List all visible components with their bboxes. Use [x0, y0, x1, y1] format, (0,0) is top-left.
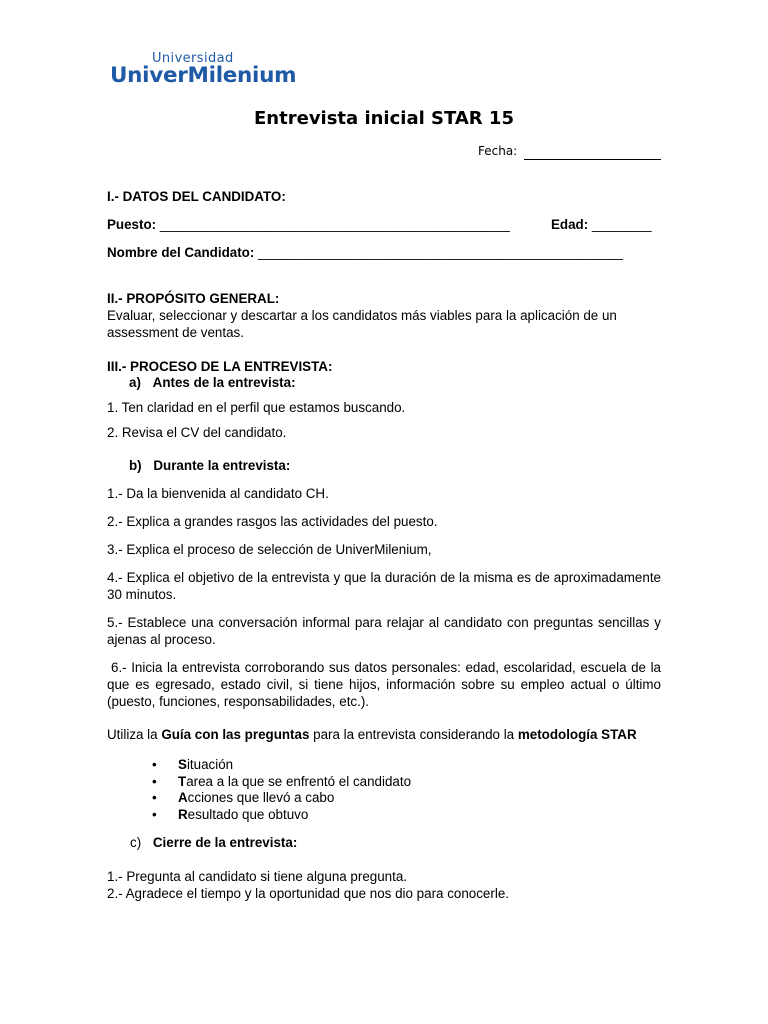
list-item: 2.- Agradece el tiempo y la oportunidad que nos dio para conocerle.: [107, 886, 509, 901]
subsection-a-heading: [129, 375, 296, 390]
section3-heading: III.- PROCESO DE LA ENTREVISTA:: [107, 359, 333, 374]
guide-pre: Utiliza la: [107, 727, 162, 742]
edad-label: Edad:: [551, 217, 589, 232]
fecha-field-line: [524, 159, 661, 160]
star-item-tarea: [152, 774, 411, 791]
list-item: 5.- Establece una conversación informal para relajar al candidato con preguntas sencillas y ajenas al proceso.: [107, 615, 661, 647]
star-letter: A: [178, 790, 188, 806]
list-item: 1.- Pregunta al candidato si tiene alguna pregunta.: [107, 869, 408, 884]
list-item: 4.- Explica el objetivo de la entrevista y que la duración de la misma es de aproximadamente 30 minutos.: [107, 570, 661, 602]
list-item: 1. Ten claridad en el perfil que estamos buscando.: [107, 400, 406, 415]
subsection-c-label: c): [130, 835, 142, 850]
star-letter: R: [178, 806, 188, 822]
subsection-b-label: b): [129, 458, 142, 473]
star-rest: area a la que se enfrentó el candidato: [186, 773, 412, 789]
list-item: 2. Revisa el CV del candidato.: [107, 425, 287, 440]
puesto-label: Puesto:: [107, 217, 157, 232]
edad-line: ________: [591, 217, 652, 232]
guide-bold-1: Guía con las preguntas: [161, 727, 310, 742]
subsection-c-heading: [130, 835, 297, 850]
star-item-resultado: [152, 807, 411, 824]
star-item-acciones: [152, 790, 411, 807]
star-letter: S: [178, 757, 187, 772]
nombre-label: Nombre del Candidato:: [107, 245, 255, 260]
star-list: [152, 757, 411, 823]
subsection-a-label: a): [129, 375, 141, 390]
subsection-b-title: Durante la entrevista:: [153, 458, 291, 473]
star-rest: esultado que obtuvo: [187, 806, 309, 822]
fecha-label: Fecha:: [478, 144, 518, 158]
star-guide-text: [107, 726, 661, 743]
nombre-line: _________________________________________________: [258, 245, 623, 260]
subsection-a-title: Antes de la entrevista:: [152, 375, 296, 390]
edad-row: [551, 217, 652, 232]
section2-text: Evaluar, seleccionar y descartar a los candidatos más viables para la aplicación de un assessment de ventas.: [107, 308, 617, 340]
logo-main-text: UniverMilenium: [110, 63, 297, 88]
document-title: Entrevista inicial STAR 15: [254, 108, 514, 129]
list-item: 2.- Explica a grandes rasgos las actividades del puesto.: [107, 514, 438, 529]
puesto-line: _______________________________________________: [159, 217, 510, 232]
guide-mid: para la entrevista considerando la: [309, 727, 518, 742]
guide-bold-2: metodología STAR: [517, 727, 637, 742]
puesto-row: [107, 217, 510, 232]
star-rest: ituación: [186, 757, 234, 772]
subsection-b-heading: [129, 458, 290, 473]
star-rest: cciones que llevó a cabo: [187, 790, 335, 806]
list-item: 1.- Da la bienvenida al candidato CH.: [107, 486, 329, 501]
section1-heading: I.- DATOS DEL CANDIDATO:: [107, 189, 286, 204]
nombre-row: [107, 245, 623, 260]
list-item: 6.- Inicia la entrevista corroborando sus datos personales: edad, escolaridad, escuela de la que es egresado, estado civil, si tiene hijos, información sobre su empleo actual o último (puesto, funciones, responsabilidades, etc.).: [107, 660, 661, 709]
logo-top-text: Universidad: [152, 51, 234, 66]
star-letter: T: [178, 773, 187, 789]
star-item-situacion: [152, 757, 411, 774]
subsection-c-title: Cierre de la entrevista:: [152, 835, 298, 850]
section2-heading: II.- PROPÓSITO GENERAL:: [107, 291, 280, 306]
list-item: 3.- Explica el proceso de selección de UniverMilenium,: [107, 542, 432, 557]
